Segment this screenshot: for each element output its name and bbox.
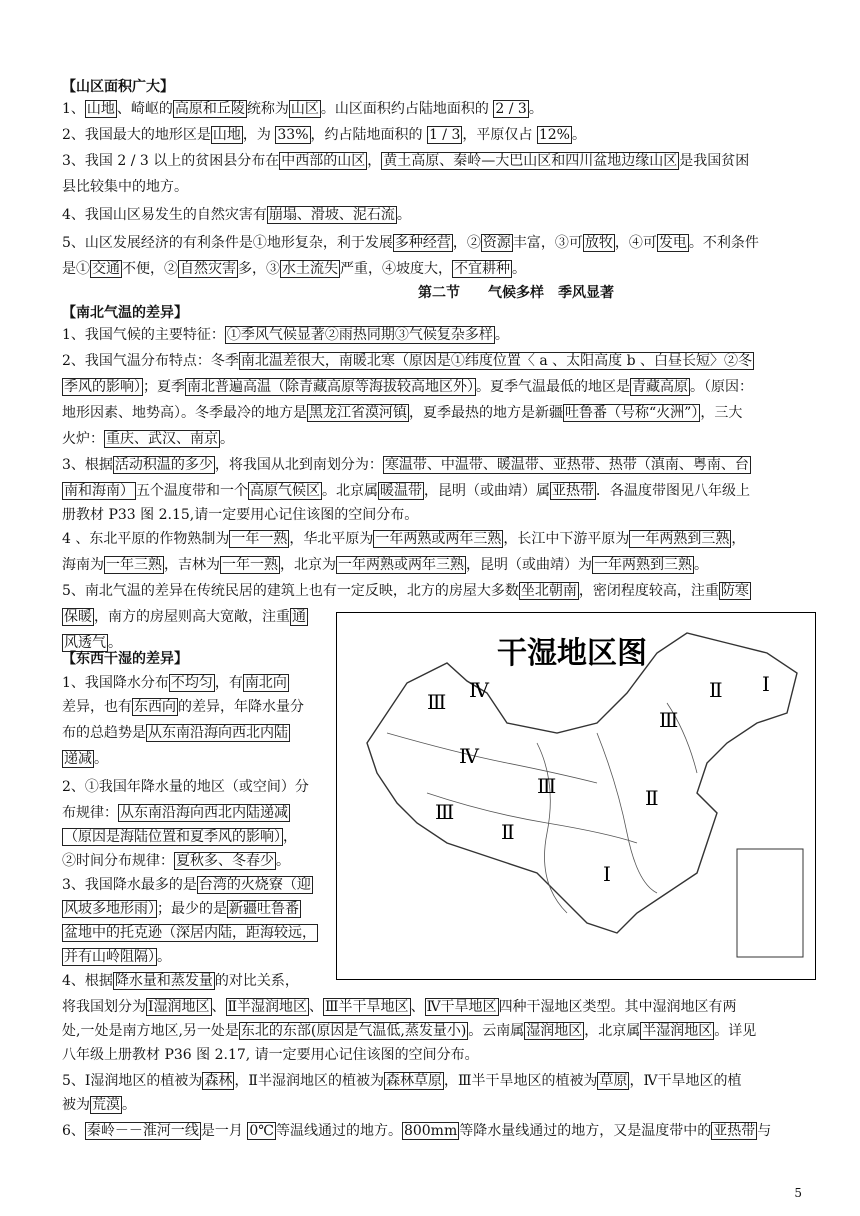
boxed-answer: 不均匀 <box>170 675 213 691</box>
boxed-answer: 高原气候区 <box>250 483 320 499</box>
boxed-answer: 森林草原 <box>385 1073 442 1089</box>
text-segment: ②时间分布规律： <box>62 853 174 869</box>
text-segment: 。 <box>494 327 509 343</box>
map-region-label: Ⅰ <box>603 862 611 886</box>
boxed-answer: 0℃ <box>249 1123 274 1139</box>
para <box>62 428 234 450</box>
text-segment: ；最少的是 <box>157 901 227 917</box>
boxed-answer: Ⅰ湿润地区 <box>148 999 210 1015</box>
boxed-answer: 通 <box>292 609 306 625</box>
text-segment: ，昆明（或曲靖）属 <box>424 483 550 499</box>
boxed-answer: 活动积温的多少 <box>114 457 213 473</box>
para <box>62 580 751 602</box>
boxed-answer: Ⅳ干旱地区 <box>426 999 497 1015</box>
text-segment: 。夏季气温最低的地区是 <box>476 379 630 395</box>
boxed-answer: 南和海南） <box>64 483 134 499</box>
text-segment: 差异，也有 <box>62 699 132 715</box>
text-segment: ，三大 <box>700 405 743 421</box>
text-segment: 2、我国最大的地形区是 <box>62 127 211 143</box>
boxed-answer: 保暖 <box>64 609 92 625</box>
map-region-label: Ⅲ <box>427 690 447 714</box>
para <box>62 802 290 824</box>
map-title: 干湿地区图 <box>497 636 647 671</box>
map-region-label: Ⅱ <box>645 786 659 810</box>
text-segment: 。不利条件 <box>688 235 759 251</box>
boxed-answer: 一年一熟 <box>231 531 288 547</box>
text-segment: 、 <box>309 999 324 1015</box>
text-segment: 。 <box>276 853 290 869</box>
text-segment: ，② <box>452 235 481 251</box>
section-title: 第二节 气候多样 季风显著 <box>418 285 614 301</box>
para <box>62 850 290 872</box>
boxed-answer: 山区 <box>290 101 319 117</box>
para <box>62 1020 756 1042</box>
heading-temperature: 【南北气温的差异】 <box>62 305 188 321</box>
boxed-answer: 崩塌、滑坡、泥石流 <box>268 207 395 223</box>
text-segment: 。（原因： <box>690 379 753 395</box>
boxed-answer: 夏秋多、冬春少 <box>176 853 274 869</box>
text-segment: 。云南属 <box>468 1023 525 1039</box>
para <box>62 1070 741 1092</box>
para <box>62 722 290 744</box>
text-segment: 2、我国气温分布特点：冬季 <box>62 353 239 369</box>
map-region-label: Ⅲ <box>435 800 455 824</box>
text-segment: 等降水量线通过的地方，又是温度带中的 <box>459 1123 712 1139</box>
boxed-answer: 一年三熟 <box>106 557 162 573</box>
boxed-answer: 南北普遍高温（除青藏高原等海拔较高地区外） <box>187 379 474 395</box>
text-segment: ，Ⅳ干旱地区的植 <box>629 1073 742 1089</box>
text-segment: 与 <box>757 1123 772 1139</box>
boxed-answer: 一年两熟到三熟 <box>594 557 692 573</box>
text-segment: 严重，④坡度大， <box>340 261 452 277</box>
boxed-answer: 自然灾害 <box>180 261 236 277</box>
boxed-answer: 不宜耕种 <box>454 261 510 277</box>
para <box>62 874 313 896</box>
map-region-label: Ⅰ <box>762 672 770 696</box>
text-segment: 布规律： <box>62 805 118 821</box>
china-map-outline <box>337 613 815 979</box>
text-segment: 1、我国降水分布 <box>62 675 169 691</box>
text-segment: 是一月 <box>200 1123 248 1139</box>
text-segment: 。 <box>528 101 543 117</box>
text-segment: 处,一处是南方地区,另一处是 <box>62 1023 239 1039</box>
text-segment: ，Ⅲ半干旱地区的植被为 <box>443 1073 598 1089</box>
text-segment: 4 、东北平原的作物熟制为 <box>62 531 230 547</box>
boxed-answer: 2 / 3 <box>495 101 527 117</box>
text-segment: ，南方的房屋则高大宽敞，注重 <box>94 609 290 625</box>
para <box>62 1120 771 1142</box>
boxed-answer: 坐北朝南 <box>520 583 577 599</box>
text-segment: ，长江中下游平原为 <box>503 531 630 547</box>
para <box>62 258 526 280</box>
para <box>62 150 749 172</box>
text-segment: 。 <box>122 1097 136 1113</box>
boxed-answer: 放牧 <box>584 235 613 251</box>
boxed-answer: 亚热带 <box>552 483 594 499</box>
text-segment: ，北京属 <box>584 1023 641 1039</box>
text-segment: 的差异，年降水量分 <box>178 699 304 715</box>
text-segment: 3、根据 <box>62 457 113 473</box>
boxed-answer: 发电 <box>658 235 687 251</box>
text-segment: 。 <box>694 557 708 573</box>
text-segment: 。 <box>220 431 234 447</box>
boxed-answer: 湿润地区 <box>526 1023 583 1039</box>
text-segment: 是我国贫困 <box>679 153 750 169</box>
boxed-answer: 新疆吐鲁番 <box>229 901 299 917</box>
text-segment: 的对比关系， <box>214 973 299 989</box>
text-segment: 统称为 <box>246 101 289 117</box>
boxed-answer: ①季风气候显著②雨热同期③气候复杂多样 <box>226 327 493 343</box>
boxed-answer: 南北向 <box>244 675 287 691</box>
para: 八年级上册教材 P36 图 2.17, 请一定要用心记住该图的空间分布。 <box>62 1047 479 1063</box>
para <box>62 898 301 920</box>
boxed-answer: 山地 <box>86 101 115 117</box>
boxed-answer: 半湿润地区 <box>642 1023 713 1039</box>
boxed-answer: 水土流失 <box>282 261 338 277</box>
boxed-answer: Ⅱ半湿润地区 <box>227 999 308 1015</box>
text-segment: 火炉： <box>62 431 104 447</box>
text-segment: 不便，② <box>122 261 178 277</box>
text-segment: 将我国划分为 <box>62 999 146 1015</box>
text-segment: 。山区面积约占陆地面积的 <box>320 101 494 117</box>
para <box>62 672 289 694</box>
text-segment: 4、我国山区易发生的自然灾害有 <box>62 207 267 223</box>
boxed-answer: 荒漠 <box>92 1097 120 1113</box>
boxed-answer: 青藏高原 <box>632 379 688 395</box>
text-segment: ，将我国从北到南划分为： <box>214 457 383 473</box>
boxed-answer: 一年一熟 <box>222 557 278 573</box>
text-segment: 海南为 <box>62 557 104 573</box>
text-segment: 1、 <box>62 101 85 117</box>
para <box>62 946 171 968</box>
text-segment: 布的总趋势是 <box>62 725 146 741</box>
text-segment: 。 <box>396 207 411 223</box>
text-segment: ，有 <box>214 675 243 691</box>
text-segment: 6、 <box>62 1123 85 1139</box>
text-segment: 是① <box>62 261 90 277</box>
map-region-label: Ⅳ <box>459 744 479 768</box>
para <box>62 696 304 718</box>
text-segment: 。 <box>157 949 171 965</box>
text-segment: 。 <box>108 635 122 651</box>
para <box>62 922 318 944</box>
boxed-answer: 森林 <box>204 1073 233 1089</box>
boxed-answer: 并有山岭阻隔） <box>64 949 155 965</box>
text-segment: 1、我国气候的主要特征： <box>62 327 225 343</box>
boxed-answer: 从东南沿海向西北内陆递减 <box>120 805 288 821</box>
boxed-answer: 800mm <box>403 1123 458 1139</box>
heading-mountain-area: 【山区面积广大】 <box>62 79 174 95</box>
para <box>62 554 708 576</box>
boxed-answer: 风透气 <box>64 635 106 651</box>
text-segment: ；夏季 <box>143 379 185 395</box>
page-number: 5 <box>794 1186 802 1200</box>
boxed-answer: Ⅲ半干旱地区 <box>325 999 409 1015</box>
text-segment: 。 <box>512 261 526 277</box>
boxed-answer: 东西向 <box>134 699 176 715</box>
para <box>62 324 509 346</box>
boxed-answer: 寒温带、中温带、暖温带、亚热带、热带（滇南、粤南、台 <box>384 457 749 473</box>
boxed-answer: 一年两熟到三熟 <box>631 531 730 547</box>
para <box>62 480 750 502</box>
text-segment: 等温线通过的地方。 <box>275 1123 402 1139</box>
text-segment: 。 <box>571 127 586 143</box>
text-segment: ，密闭程度较高，注重 <box>578 583 719 599</box>
text-segment: 3、我国降水最多的是 <box>62 877 197 893</box>
boxed-answer: 1 / 3 <box>428 127 461 143</box>
map-region-label: Ⅳ <box>469 678 489 702</box>
para <box>62 98 543 120</box>
boxed-answer: 秦岭－－淮河一线 <box>86 1123 199 1139</box>
boxed-answer: 黑龙江省漠河镇 <box>309 405 407 421</box>
text-segment: ，昆明（或曲靖）为 <box>466 557 592 573</box>
para <box>62 232 759 254</box>
para <box>62 996 737 1018</box>
para <box>62 204 411 226</box>
boxed-answer: 一年两熟或两年三熟 <box>375 531 502 547</box>
para: 2、①我国年降水量的地区（或空间）分 <box>62 779 309 795</box>
para <box>62 124 586 146</box>
boxed-answer: 防寒 <box>720 583 749 599</box>
text-segment: 5、山区发展经济的有利条件是①地形复杂，利于发展 <box>62 235 393 251</box>
text-segment: 五个温度带和一个 <box>136 483 248 499</box>
text-segment: 被为 <box>62 1097 90 1113</box>
text-segment: ，华北平原为 <box>289 531 374 547</box>
boxed-answer: 山地 <box>212 127 241 143</box>
map-region-label: Ⅲ <box>537 774 557 798</box>
text-segment: ， <box>367 153 382 169</box>
para: 县比较集中的地方。 <box>62 179 188 195</box>
text-segment: ．各温度带图见八年级上 <box>596 483 750 499</box>
para <box>62 528 745 550</box>
boxed-answer: 东北的东部(原因是气温低,蒸发量小) <box>240 1023 467 1039</box>
text-segment: 3、我国 2 / 3 以上的贫困县分布在 <box>62 153 280 169</box>
boxed-answer: 高原和丘陵 <box>174 101 245 117</box>
text-segment: 四种干湿地区类型。其中湿润地区有两 <box>498 999 737 1015</box>
text-segment: 5、Ⅰ湿润地区的植被为 <box>62 1073 203 1089</box>
boxed-answer: 33% <box>277 127 309 143</box>
text-segment: ，北京为 <box>280 557 336 573</box>
para <box>62 1094 136 1116</box>
boxed-answer: 降水量和蒸发量 <box>114 973 213 989</box>
text-segment: 5、南北气温的差异在传统民居的建筑上也有一定反映，北方的房屋大多数 <box>62 583 519 599</box>
text-segment: ，约占陆地面积的 <box>310 127 427 143</box>
para <box>62 970 299 992</box>
boxed-answer: 吐鲁番（号称“火洲”） <box>565 405 699 421</box>
text-segment: ，为 <box>242 127 276 143</box>
text-segment: 、崎岖的 <box>116 101 173 117</box>
boxed-answer: 交通 <box>92 261 120 277</box>
para <box>62 748 108 770</box>
boxed-answer: 盆地中的托克逊（深居内陆，距海较远， <box>64 925 316 941</box>
text-segment: ，④可 <box>614 235 657 251</box>
text-segment: ， <box>731 531 746 547</box>
boxed-answer: 黄土高原、秦岭—大巴山区和四川盆地边缘山区 <box>383 153 678 169</box>
text-segment: 多，③ <box>238 261 280 277</box>
text-segment: ，夏季最热的地方是新疆 <box>409 405 563 421</box>
para <box>62 350 754 372</box>
boxed-answer: 重庆、武汉、南京 <box>106 431 218 447</box>
para: 册教材 P33 图 2.15,请一定要用心记住该图的空间分布。 <box>62 507 419 523</box>
heading-moisture: 【东西干湿的差异】 <box>62 651 188 667</box>
boxed-answer: 中西部的山区 <box>281 153 366 169</box>
text-segment: 。北京属 <box>322 483 378 499</box>
boxed-answer: 从东南沿海向西北内陆 <box>148 725 288 741</box>
boxed-answer: 风坡多地形雨） <box>64 901 155 917</box>
map-region-label: Ⅲ <box>659 708 679 732</box>
boxed-answer: 一年两熟或两年三熟 <box>338 557 464 573</box>
para <box>62 402 742 424</box>
text-segment: ，吉林为 <box>164 557 220 573</box>
boxed-answer: 草原 <box>599 1073 628 1089</box>
boxed-answer: 12% <box>538 127 570 143</box>
text-segment: 丰富，③可 <box>512 235 583 251</box>
boxed-answer: 季风的影响） <box>64 379 141 395</box>
text-segment: ，平原仅占 <box>462 127 537 143</box>
text-segment: 4、根据 <box>62 973 113 989</box>
map-region-label: Ⅱ <box>709 678 723 702</box>
text-segment: 。 <box>94 751 108 767</box>
text-segment: 、 <box>211 999 226 1015</box>
para <box>62 376 753 398</box>
boxed-answer: （原因是海陆位置和夏季风的影响） <box>64 829 281 845</box>
text-segment: 。详见 <box>714 1023 757 1039</box>
boxed-answer: 多种经营 <box>394 235 451 251</box>
para <box>62 826 297 848</box>
map-region-label: Ⅱ <box>501 820 515 844</box>
boxed-answer: 暖温带 <box>380 483 422 499</box>
para <box>62 454 751 476</box>
boxed-answer: 台湾的火烧寮（迎 <box>198 877 311 893</box>
boxed-answer: 亚热带 <box>713 1123 756 1139</box>
text-segment: ，Ⅱ半湿润地区的植被为 <box>234 1073 384 1089</box>
boxed-answer: 递减 <box>64 751 92 767</box>
para <box>62 606 308 628</box>
text-segment: ， <box>283 829 297 845</box>
dry-wet-region-map <box>336 612 816 980</box>
boxed-answer: 资源 <box>482 235 511 251</box>
text-segment: 地形因素、地势高）。冬季最冷的地方是 <box>62 405 307 421</box>
text-segment: 、 <box>410 999 425 1015</box>
boxed-answer: 南北温差很大，南暖北寒（原因是①纬度位置〈 a 、太阳高度 b 、白昼长短〉②冬 <box>240 353 753 369</box>
